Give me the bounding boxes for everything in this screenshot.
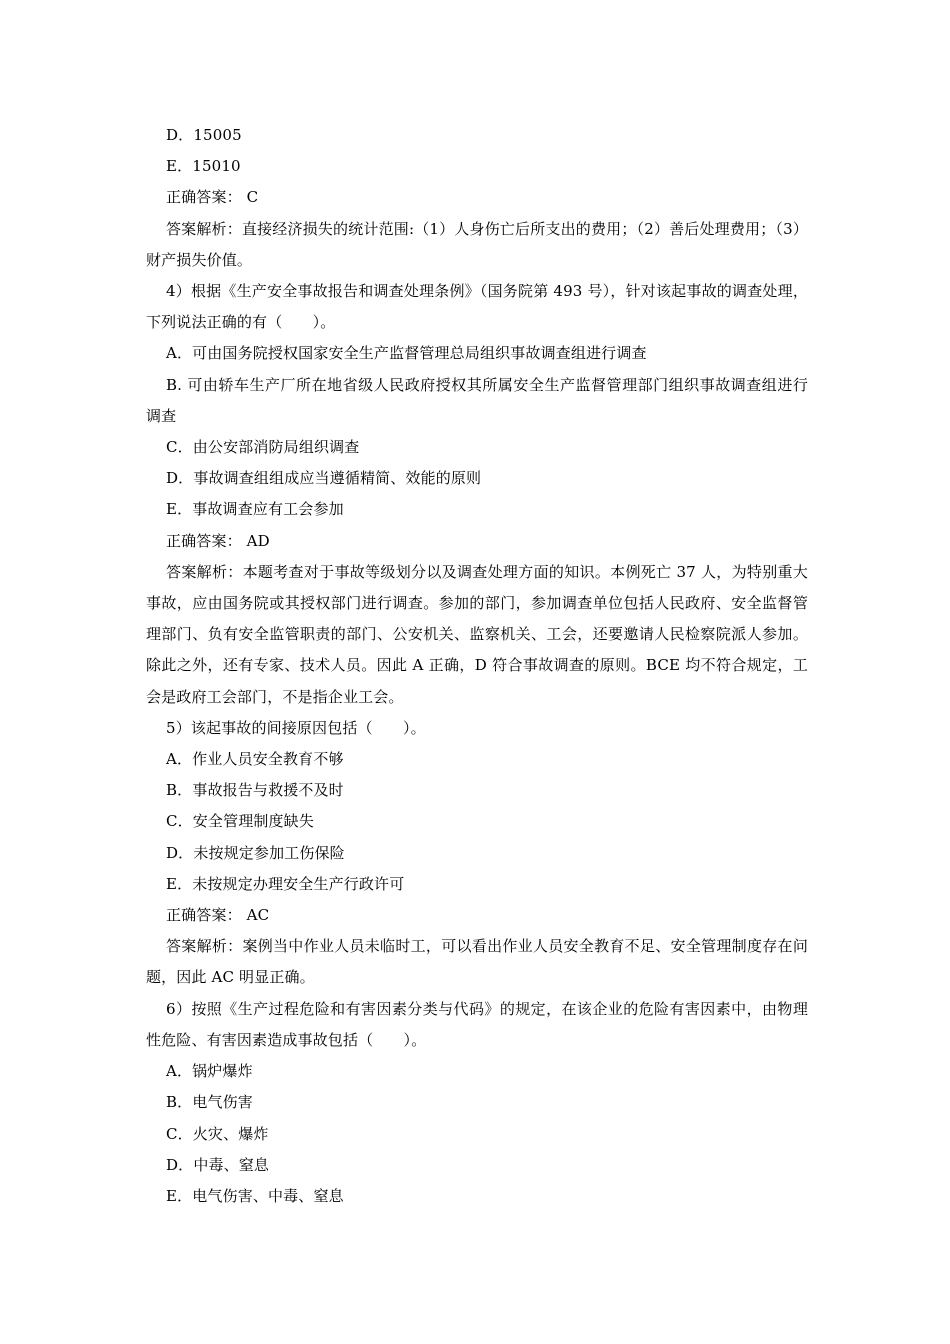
option-d-q4: D．事故调查组组成应当遵循精简、效能的原则 [166,469,482,488]
option-a-q5: A．作业人员安全教育不够 [166,750,344,769]
option-b-q6: B．电气伤害 [166,1093,253,1112]
option-d-q6: D．中毒、窒息 [166,1155,270,1174]
option-e-q4: E．事故调查应有工会参加 [166,500,344,519]
answer-q3: 正确答案： C [166,188,259,207]
answer-q4: 正确答案： AD [166,531,270,550]
option-b-q5: B．事故报告与救援不及时 [166,781,344,800]
question-6: 6）按照《生产过程危险和有害因素分类与代码》的规定，在该企业的危险有害因素中，由物理性危险、有害因素造成事故包括（ ）。 [146,999,808,1049]
option-c-q6: C．火灾、爆炸 [166,1124,269,1143]
option-b-q4: B. 可由轿车生产厂所在地省级人民政府授权其所属安全生产监督管理部门组织事故调查组进行调查 [146,375,808,425]
explanation-q3: 答案解析：直接经济损失的统计范围:（1）人身伤亡后所支出的费用；（2）善后处理费用；（3）财产损失价值。 [146,219,808,269]
document-body [146,120,808,1212]
option-d-q3: D．15005 [166,126,242,144]
answer-q5: 正确答案： AC [166,906,270,925]
explanation-q5: 答案解析：案例当中作业人员未临时工，可以看出作业人员安全教育不足、安全管理制度存在问题，因此 AC 明显正确。 [146,937,808,987]
option-c-q4: C．由公安部消防局组织调查 [166,438,360,457]
option-c-q5: C．安全管理制度缺失 [166,812,314,831]
option-a-q6: A．锅炉爆炸 [166,1062,253,1081]
option-e-q6: E．电气伤害、中毒、窒息 [166,1186,344,1205]
option-d-q5: D．未按规定参加工伤保险 [166,843,345,862]
question-5: 5）该起事故的间接原因包括（ ）。 [166,718,426,737]
option-a-q4: A．可由国务院授权国家安全生产监督管理总局组织事故调查组进行调查 [166,344,647,363]
explanation-q4: 答案解析：本题考查对于事故等级划分以及调查处理方面的知识。本例死亡 37 人，为特别重大事故，应由国务院或其授权部门进行调查。参加的部门，参加调查单位包括人民政府、安全监督管理部门、负有安全监管职责的部门、公安机关、监察机关、工会，还要邀请人民检察院派人参加。除此之外，还有专家、技术人员。因此 A 正确，D 符合事故调查的原则。BCE 均不符合规定，工会是政府工会部门，不是指企业工会。 [146,562,808,706]
option-e-q5: E．未按规定办理安全生产行政许可 [166,874,405,893]
option-e-q3: E．15010 [166,157,241,176]
question-4: 4）根据《生产安全事故报告和调查处理条例》（国务院第 493 号），针对该起事故的调查处理，下列说法正确的有（ ）。 [146,282,808,332]
